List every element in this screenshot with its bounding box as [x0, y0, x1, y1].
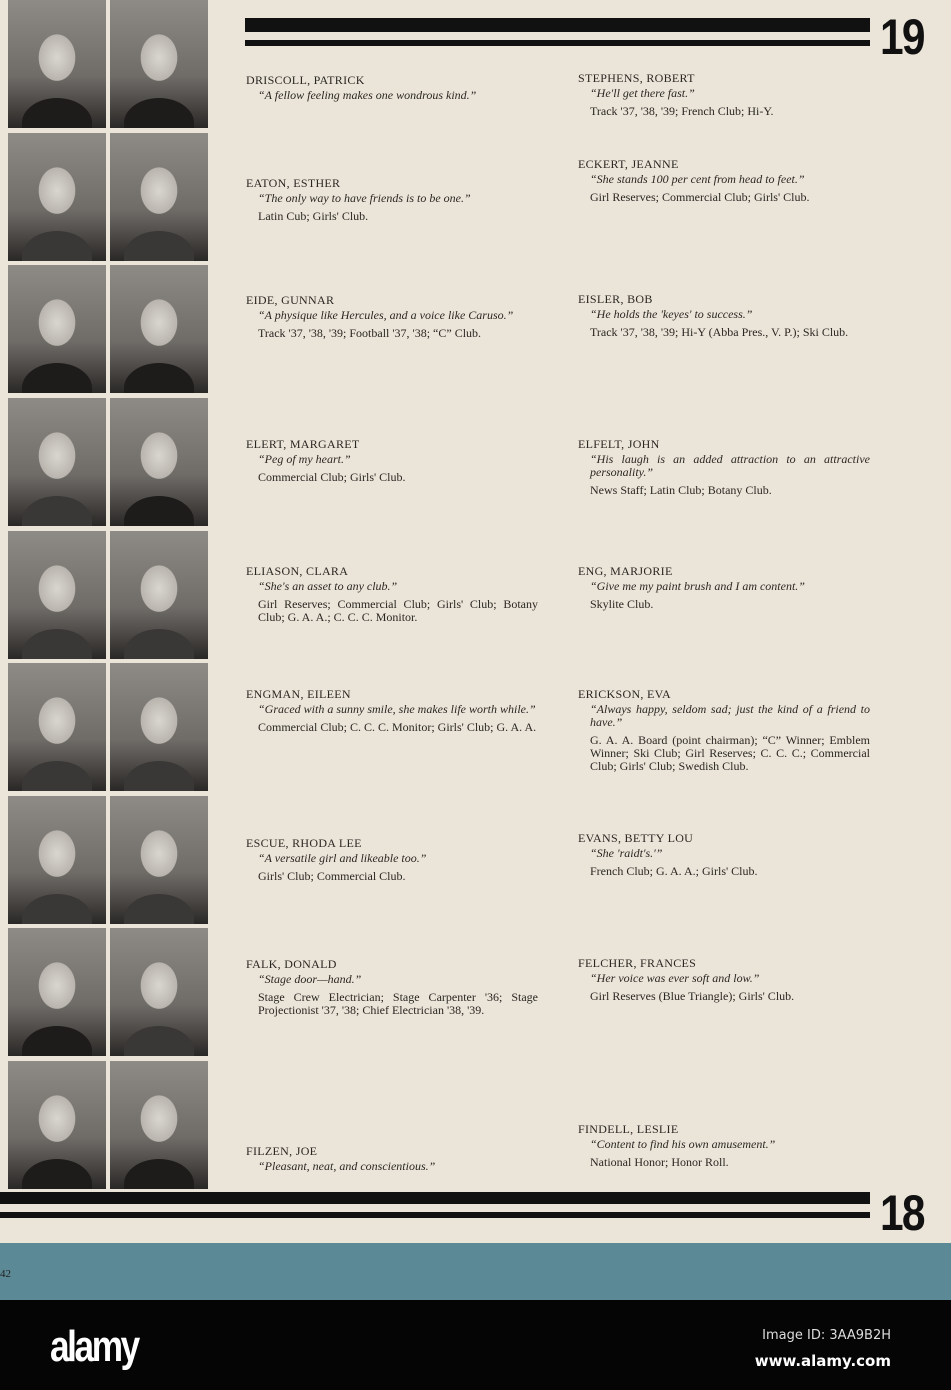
student-activities: Skylite Club. — [590, 597, 654, 611]
student-activities: Track '37, '38, '39; Hi-Y (Abba Pres., V. P.); Ski Club. — [590, 325, 849, 339]
corner-page-number: 42 — [0, 1268, 11, 1280]
student-entry — [246, 837, 538, 883]
student-quote: “He holds the 'keyes' to success.” — [590, 307, 753, 321]
watermark-footer — [0, 1300, 951, 1390]
student-name: EATON, ESTHER — [246, 176, 341, 190]
student-entry — [246, 688, 538, 734]
page-number-bottom: 18 — [880, 1185, 924, 1241]
student-name: ENG, MARJORIE — [578, 564, 673, 578]
student-quote: “Give me my paint brush and I am content.” — [590, 579, 805, 593]
portrait-photo — [8, 398, 106, 526]
student-quote: “Content to find his own amusement.” — [590, 1137, 776, 1151]
portrait-photo — [110, 1061, 208, 1189]
bottom-thin-rule — [0, 1212, 870, 1218]
student-activities: Track '37, '38, '39; Football '37, '38; “C” Club. — [258, 326, 482, 340]
student-entry — [578, 1123, 870, 1169]
portrait-photo — [8, 1061, 106, 1189]
student-activities: National Honor; Honor Roll. — [590, 1155, 729, 1169]
portrait-photo — [8, 928, 106, 1056]
student-activities: Track '37, '38, '39; French Club; Hi-Y. — [590, 104, 774, 118]
student-activities: Latin Cub; Girls' Club. — [258, 209, 369, 223]
student-entry — [578, 565, 870, 611]
student-activities: Girls' Club; Commercial Club. — [258, 869, 406, 883]
student-quote: “Stage door—hand.” — [258, 972, 362, 986]
background-band — [0, 1243, 951, 1300]
portrait-photo — [110, 796, 208, 924]
student-quote: “Graced with a sunny smile, she makes life worth while.” — [258, 702, 536, 716]
student-quote: “A versatile girl and likeable too.” — [258, 851, 427, 865]
page-number-top: 19 — [880, 9, 924, 65]
student-entry — [246, 74, 538, 102]
portrait-photo — [110, 133, 208, 261]
student-entry — [246, 294, 538, 340]
student-quote: “The only way to have friends is to be one.” — [258, 191, 471, 205]
portrait-photo — [110, 0, 208, 128]
student-entry — [578, 957, 870, 1003]
student-activities: Commercial Club; Girls' Club. — [258, 470, 406, 484]
student-activities: Girl Reserves; Commercial Club; Girls' Club. — [590, 190, 810, 204]
student-name: FALK, DONALD — [246, 957, 337, 971]
student-activities: French Club; G. A. A.; Girls' Club. — [590, 864, 758, 878]
student-name: STEPHENS, ROBERT — [578, 71, 695, 85]
student-entry — [246, 177, 538, 223]
student-name: ELERT, MARGARET — [246, 437, 360, 451]
student-name: FILZEN, JOE — [246, 1144, 318, 1158]
portrait-photo — [8, 133, 106, 261]
top-thick-rule — [245, 18, 870, 32]
site-url: www.alamy.com — [754, 1352, 891, 1370]
portrait-photo — [8, 0, 106, 128]
student-name: ECKERT, JEANNE — [578, 157, 679, 171]
portrait-photo — [110, 928, 208, 1056]
student-name: EVANS, BETTY LOU — [578, 831, 694, 845]
portrait-photo — [8, 796, 106, 924]
student-quote: “Her voice was ever soft and low.” — [590, 971, 760, 985]
student-quote: “A physique like Hercules, and a voice like Caruso.” — [258, 308, 514, 322]
student-quote: “She 'raidt's.'” — [590, 846, 663, 860]
student-activities: Girl Reserves; Commercial Club; Girls' Club; Botany Club; G. A. A.; C. C. C. Monitor. — [258, 597, 538, 624]
student-quote: “Always happy, seldom sad; just the kind of a friend to have.” — [590, 702, 870, 729]
student-entry — [578, 688, 870, 773]
student-name: ELFELT, JOHN — [578, 437, 660, 451]
image-id: Image ID: 3AA9B2H — [762, 1328, 891, 1343]
student-name: EIDE, GUNNAR — [246, 293, 335, 307]
portrait-photo — [8, 663, 106, 791]
student-entry — [246, 565, 538, 624]
student-entry — [246, 438, 538, 484]
student-entry — [578, 293, 870, 339]
student-quote: “A fellow feeling makes one wondrous kind.” — [258, 88, 477, 102]
student-entry — [578, 72, 870, 118]
student-quote: “She stands 100 per cent from head to feet.” — [590, 172, 805, 186]
student-activities: G. A. A. Board (point chairman); “C” Winner; Emblem Winner; Ski Club; Girl Reserves; C. C. C.; Commercial Club; Girls' Club; Swedish Club. — [590, 733, 870, 773]
portrait-photo — [110, 265, 208, 393]
student-name: DRISCOLL, PATRICK — [246, 73, 365, 87]
student-name: ESCUE, RHODA LEE — [246, 836, 362, 850]
student-name: ELIASON, CLARA — [246, 564, 349, 578]
student-activities: Commercial Club; C. C. C. Monitor; Girls' Club; G. A. A. — [258, 720, 537, 734]
student-name: FINDELL, LESLIE — [578, 1122, 679, 1136]
student-quote: “He'll get there fast.” — [590, 86, 695, 100]
student-quote: “She's an asset to any club.” — [258, 579, 398, 593]
student-activities: News Staff; Latin Club; Botany Club. — [590, 483, 772, 497]
student-entry — [246, 1145, 538, 1173]
student-quote: “His laugh is an added attraction to an attractive personality.” — [590, 452, 870, 479]
portrait-photo — [8, 531, 106, 659]
student-name: EISLER, BOB — [578, 292, 653, 306]
student-entry — [578, 832, 870, 878]
student-name: ERICKSON, EVA — [578, 687, 672, 701]
alamy-logo: alamy — [50, 1322, 138, 1371]
portrait-photo — [110, 663, 208, 791]
student-entry — [578, 158, 870, 204]
student-name: ENGMAN, EILEEN — [246, 687, 351, 701]
student-activities: Stage Crew Electrician; Stage Carpenter '36; Stage Projectionist '37, '38; Chief Electrician '38, '39. — [258, 990, 538, 1017]
top-thin-rule — [245, 40, 870, 46]
student-entry — [578, 438, 870, 497]
student-activities: Girl Reserves (Blue Triangle); Girls' Club. — [590, 989, 795, 1003]
student-entry — [246, 958, 538, 1017]
portrait-photo — [8, 265, 106, 393]
bottom-thick-rule — [0, 1192, 870, 1204]
student-quote: “Pleasant, neat, and conscientious.” — [258, 1159, 436, 1173]
student-name: FELCHER, FRANCES — [578, 956, 697, 970]
portrait-photo — [110, 398, 208, 526]
student-quote: “Peg of my heart.” — [258, 452, 351, 466]
portrait-photo — [110, 531, 208, 659]
